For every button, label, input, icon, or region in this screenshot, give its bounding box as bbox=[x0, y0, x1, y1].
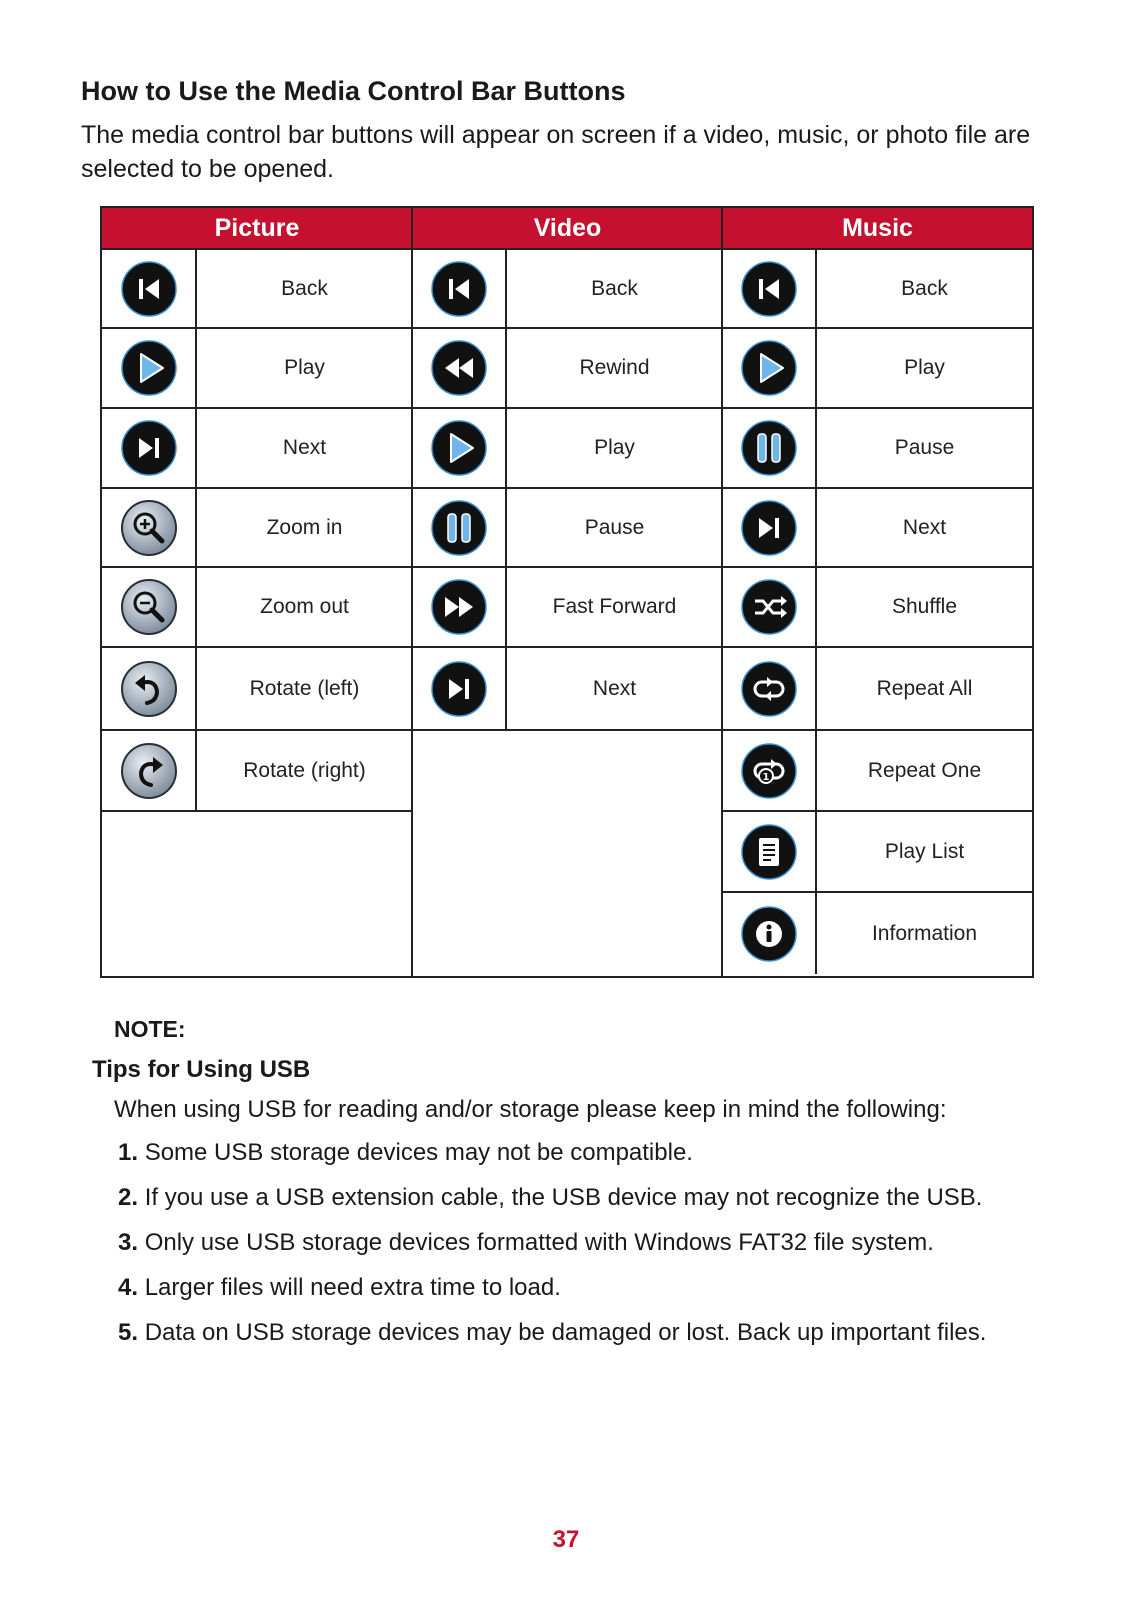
tip-item bbox=[118, 1265, 986, 1310]
media-button-row bbox=[722, 566, 1032, 646]
tip-text: Data on USB storage devices may be damaged or lost. Back up important files. bbox=[144, 1319, 987, 1346]
column-header-picture: Picture bbox=[102, 208, 412, 248]
shuffle-icon bbox=[741, 579, 797, 635]
icon-cell bbox=[102, 648, 197, 729]
pause-icon bbox=[431, 500, 487, 556]
back-icon bbox=[121, 261, 177, 317]
media-button-row bbox=[722, 646, 1032, 729]
button-label: Play bbox=[594, 436, 635, 459]
tip-item bbox=[118, 1130, 986, 1175]
button-label: Back bbox=[281, 276, 328, 300]
icon-cell bbox=[102, 329, 197, 407]
svg-text:1: 1 bbox=[762, 771, 769, 783]
icon-cell bbox=[102, 568, 197, 646]
button-label: Pause bbox=[894, 436, 955, 459]
icon-cell bbox=[412, 409, 507, 487]
media-button-row bbox=[722, 729, 1032, 810]
media-button-row bbox=[722, 487, 1032, 566]
button-label: Shuffle bbox=[892, 595, 957, 618]
icon-cell bbox=[722, 812, 817, 891]
rotate-right-icon bbox=[121, 743, 177, 799]
media-button-row bbox=[102, 566, 412, 646]
tip-number: 2. bbox=[118, 1184, 139, 1211]
page-title: How to Use the Media Control Bar Buttons bbox=[81, 76, 626, 106]
icon-cell bbox=[412, 568, 507, 646]
back-icon bbox=[431, 261, 487, 317]
icon-cell bbox=[102, 489, 197, 566]
information-icon bbox=[741, 906, 797, 962]
rewind-icon bbox=[431, 340, 487, 396]
zoom-out-icon bbox=[121, 579, 177, 635]
button-label: Fast Forward bbox=[552, 595, 677, 618]
icon-cell bbox=[722, 568, 817, 646]
media-button-row bbox=[412, 248, 722, 327]
next-icon bbox=[121, 420, 177, 476]
media-button-row bbox=[102, 487, 412, 566]
media-button-row bbox=[102, 248, 412, 327]
tips-heading: Tips for Using USB bbox=[92, 1056, 311, 1083]
tip-item bbox=[118, 1220, 986, 1265]
icon-cell bbox=[102, 409, 197, 487]
button-label: Rotate (right) bbox=[243, 758, 366, 782]
tips-intro: When using USB for reading and/or storage please keep in mind the following: bbox=[114, 1096, 947, 1123]
icon-cell bbox=[722, 489, 817, 566]
column-header-video: Video bbox=[413, 208, 722, 248]
icon-cell bbox=[722, 329, 817, 407]
icon-cell bbox=[412, 250, 507, 327]
media-button-row bbox=[102, 646, 412, 729]
button-label: Play bbox=[904, 356, 945, 379]
playlist-icon bbox=[741, 824, 797, 880]
button-label: Play List bbox=[884, 839, 965, 863]
media-button-row bbox=[722, 407, 1032, 487]
row-divider bbox=[102, 810, 412, 812]
media-button-row bbox=[722, 810, 1032, 891]
button-label: Repeat One bbox=[867, 758, 982, 782]
tip-text: Only use USB storage devices formatted with Windows FAT32 file system. bbox=[144, 1229, 934, 1256]
tip-text: Some USB storage devices may not be compatible. bbox=[144, 1139, 693, 1166]
intro-paragraph: The media control bar buttons will appear on screen if a video, music, or photo file are selected to be opened. bbox=[81, 121, 1031, 183]
icon-cell bbox=[412, 489, 507, 566]
repeat-all-icon bbox=[741, 661, 797, 717]
media-button-row bbox=[102, 327, 412, 407]
icon-cell bbox=[722, 409, 817, 487]
tips-list bbox=[118, 1130, 986, 1355]
button-label: Zoom in bbox=[266, 515, 343, 539]
rotate-left-icon bbox=[121, 661, 177, 717]
media-button-row bbox=[412, 487, 722, 566]
button-label: Pause bbox=[584, 515, 645, 539]
pause-icon bbox=[741, 420, 797, 476]
row-divider bbox=[412, 729, 722, 731]
tip-item bbox=[118, 1310, 986, 1355]
button-label: Repeat All bbox=[876, 676, 973, 700]
icon-cell bbox=[412, 648, 507, 729]
tip-number: 3. bbox=[118, 1229, 139, 1256]
zoom-in-icon bbox=[121, 500, 177, 556]
tip-number: 1. bbox=[118, 1139, 139, 1166]
column-header-music: Music bbox=[723, 208, 1032, 248]
media-button-row bbox=[102, 729, 412, 810]
repeat-one-icon bbox=[741, 743, 797, 799]
media-control-table bbox=[100, 206, 1034, 978]
icon-cell bbox=[722, 250, 817, 327]
media-button-row bbox=[412, 327, 722, 407]
column-divider bbox=[721, 208, 723, 976]
icon-cell bbox=[722, 731, 817, 810]
media-button-row bbox=[722, 891, 1032, 974]
button-label: Back bbox=[901, 276, 948, 300]
play-icon bbox=[121, 340, 177, 396]
fast-forward-icon bbox=[431, 579, 487, 635]
button-label: Rotate (left) bbox=[249, 676, 360, 700]
play-icon bbox=[431, 420, 487, 476]
tip-number: 5. bbox=[118, 1319, 139, 1346]
tip-text: Larger files will need extra time to load. bbox=[144, 1274, 561, 1301]
button-label: Next bbox=[282, 436, 327, 459]
media-button-row bbox=[412, 566, 722, 646]
media-button-row bbox=[722, 248, 1032, 327]
tip-item bbox=[118, 1175, 986, 1220]
media-button-row bbox=[102, 407, 412, 487]
icon-cell bbox=[722, 648, 817, 729]
page-number: 37 bbox=[552, 1526, 580, 1553]
tip-text: If you use a USB extension cable, the USB device may not recognize the USB. bbox=[144, 1184, 983, 1211]
icon-cell bbox=[412, 329, 507, 407]
button-label: Next bbox=[902, 515, 947, 539]
back-icon bbox=[741, 261, 797, 317]
button-label: Rewind bbox=[579, 356, 650, 379]
note-label: NOTE: bbox=[114, 1016, 186, 1042]
icon-cell bbox=[102, 250, 197, 327]
icon-cell bbox=[722, 893, 817, 974]
button-label: Zoom out bbox=[260, 595, 349, 618]
play-icon bbox=[741, 340, 797, 396]
button-label: Information bbox=[871, 921, 978, 945]
tip-number: 4. bbox=[118, 1274, 139, 1301]
column-divider bbox=[411, 208, 413, 976]
next-icon bbox=[741, 500, 797, 556]
button-label: Next bbox=[592, 676, 637, 700]
next-icon bbox=[431, 661, 487, 717]
button-label: Back bbox=[591, 276, 638, 300]
media-button-row bbox=[412, 407, 722, 487]
icon-cell bbox=[102, 731, 197, 810]
media-button-row bbox=[722, 327, 1032, 407]
button-label: Play bbox=[284, 356, 325, 379]
media-button-row bbox=[412, 646, 722, 729]
